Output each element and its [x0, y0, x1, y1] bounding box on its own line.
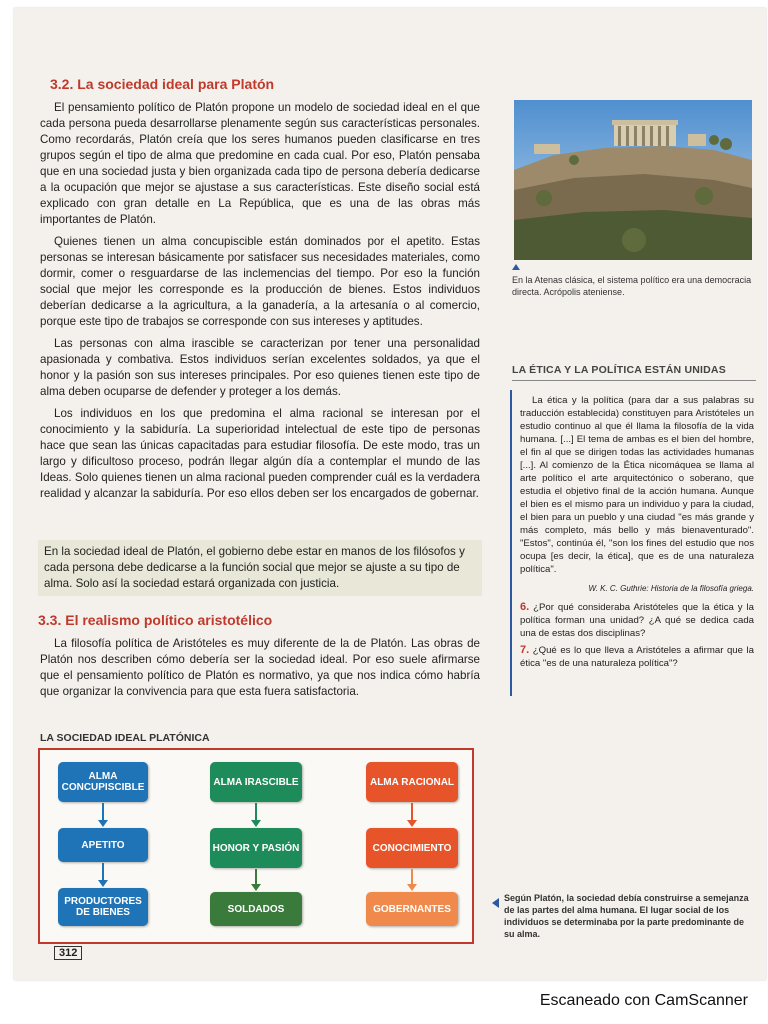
- sidebar-quote: La ética y la política (para dar a sus palabras su traducción establecida) constituyen para Aristóteles un estudio continuo al que él llama la filosofía de la vida humana. [...] El tema de ambas es el bien del hombre, el fin al que se dirigen todas las actividades humanas [...]. Al comienzo de la Ética nicomáquea se llama al arte político el arte arquitectónico o soberano, que estudia el objetivo final de la acción humana. Aunque el bien es el mismo para un individuo y para la ciudad, el bien para un pueblo y una ciudad "es más grande y más completo, más bello y más bienaventurado". "Estos", continúa él, "son los fines del estudio que nos ocupa [es decir, la ética], que es de una naturaleza política".: [520, 395, 754, 575]
- question-text: ¿Por qué consideraba Aristóteles que la ética y la política forman una unidad? ¿A qué se dedica cada una de estas dos disciplinas?: [520, 602, 754, 639]
- box-productores: PRODUCTORES DE BIENES: [58, 888, 148, 926]
- arrow-head-icon: [251, 820, 261, 827]
- book-page: [14, 8, 766, 980]
- quote-source: W. K. C. Guthrie: Historia de la filosofía griega.: [588, 584, 754, 593]
- paragraph: Quienes tienen un alma concupiscible están dominados por el apetito. Estas personas se interesan básicamente por satisfacer sus necesidades materiales, como dormir, comer o resguardarse de las inclemencias del tiempo. Por eso la función social que mejor les corresponde es la producción de bienes. Estos individuos deberían dedicarse a la agricultura, a la ganadería, a la artesanía o al comercio, porque este tipo de trabajos se corresponde con sus intereses y aptitudes.: [40, 235, 480, 328]
- arrow-head-icon: [98, 820, 108, 827]
- box-alma-irascible: ALMA IRASCIBLE: [210, 762, 302, 802]
- box-apetito: APETITO: [58, 828, 148, 862]
- paragraph: Las personas con alma irascible se caracterizan por tener una personalidad apasionada y combativa. Estos individuos serían excelentes soldados, ya que el honor y la pasión son sus intereses principales. Por eso quienes tienen este tipo de alma deben ocuparse de defender y proteger a los demás.: [40, 337, 480, 398]
- question-6: [520, 601, 754, 640]
- diagram-frame: [38, 748, 474, 944]
- diagram-arrows: [40, 750, 472, 942]
- section-3-2-body: [40, 100, 480, 508]
- diagram-title: LA SOCIEDAD IDEAL PLATÓNICA: [40, 732, 210, 744]
- photo-caption: En la Atenas clásica, el sistema político era una democracia directa. Acrópolis ateniense.: [512, 275, 752, 297]
- triangle-marker-icon: [512, 264, 520, 270]
- arrow-head-icon: [251, 884, 261, 891]
- box-alma-concupiscible: ALMA CONCUPISCIBLE: [58, 762, 148, 802]
- arrow-head-icon: [98, 880, 108, 887]
- diagram-caption: Según Platón, la sociedad debía construirse a semejanza de las partes del alma humana. El lugar social de los individuos se determinaba por la parte predominante de su alma.: [504, 893, 749, 939]
- box-soldados: SOLDADOS: [210, 892, 302, 926]
- section-3-3-body: [40, 636, 480, 706]
- acropolis-photo: [514, 100, 752, 260]
- section-title-3-3: 3.3. El realismo político aristotélico: [38, 612, 273, 628]
- box-conocimiento: CONOCIMIENTO: [366, 828, 458, 868]
- arrow-head-icon: [407, 884, 417, 891]
- box-gobernantes: GOBERNANTES: [366, 892, 458, 926]
- question-7: [520, 644, 754, 670]
- acropolis-image: [514, 100, 752, 260]
- sidebar-title: LA ÉTICA Y LA POLÍTICA ESTÁN UNIDAS: [512, 364, 726, 376]
- sidebar-divider: [512, 380, 756, 381]
- box-alma-racional: ALMA RACIONAL: [366, 762, 458, 802]
- paragraph: El pensamiento político de Platón propone un modelo de sociedad ideal en el que cada persona pueda desarrollarse plenamente según sus características personales. Como recordarás, Platón creía que los seres humanos pueden clasificarse en tres grupos según el tipo de alma que predomine en cada cual. Por eso, Platón pensaba que en una sociedad justa y bien organizada cada tipo de persona debería dedicarse a la ocupación que mejor se ajustase a sus características. Este diseño social está explicado con gran detalle en La República, que es una de las obras más importantes de Platón.: [40, 101, 480, 226]
- paragraph: Los individuos en los que predomina el alma racional se interesan por el conocimiento y la sabiduría. La superioridad intelectual de este tipo de personas hace que sean las únicas capacitadas para estudiar filosofía. De este modo, tras un largo y dificultoso proceso, podrán llegar algún día a contemplar el mundo de las Ideas. Solo quienes tienen un alma racional pueden comprender cuál es la verdadera realidad y alcanzar la sabiduría. Por eso ellos deben ser los encargados de gobernar.: [40, 407, 480, 500]
- highlight-box: En la sociedad ideal de Platón, el gobierno debe estar en manos de los filósofos y cada persona debe dedicarse a la función social que mejor se ajuste a su tipo de alma. Solo así la sociedad estará organizada con justicia.: [38, 540, 482, 596]
- arrow-head-icon: [407, 820, 417, 827]
- caption-pointer-icon: [492, 898, 499, 908]
- page-number: 312: [54, 946, 82, 960]
- scanner-watermark: Escaneado con CamScanner: [539, 992, 748, 1009]
- question-text: ¿Qué es lo que lleva a Aristóteles a afirmar que la ética "es de una naturaleza política"?: [520, 645, 754, 669]
- question-number: 6.: [520, 601, 530, 613]
- box-honor-pasion: HONOR Y PASIÓN: [210, 828, 302, 868]
- sidebar-box: [510, 390, 756, 696]
- paragraph: La filosofía política de Aristóteles es muy diferente de la de Platón. Las obras de Platón nos describen cómo debería ser la sociedad ideal. Por eso suele afirmarse que el pensamiento político de Platón es normativo, ya que nos indica cómo habría que organizar la convivencia para que esta fuera satisfactoria.: [40, 637, 480, 698]
- section-title-3-2: 3.2. La sociedad ideal para Platón: [50, 76, 275, 92]
- question-number: 7.: [520, 644, 530, 656]
